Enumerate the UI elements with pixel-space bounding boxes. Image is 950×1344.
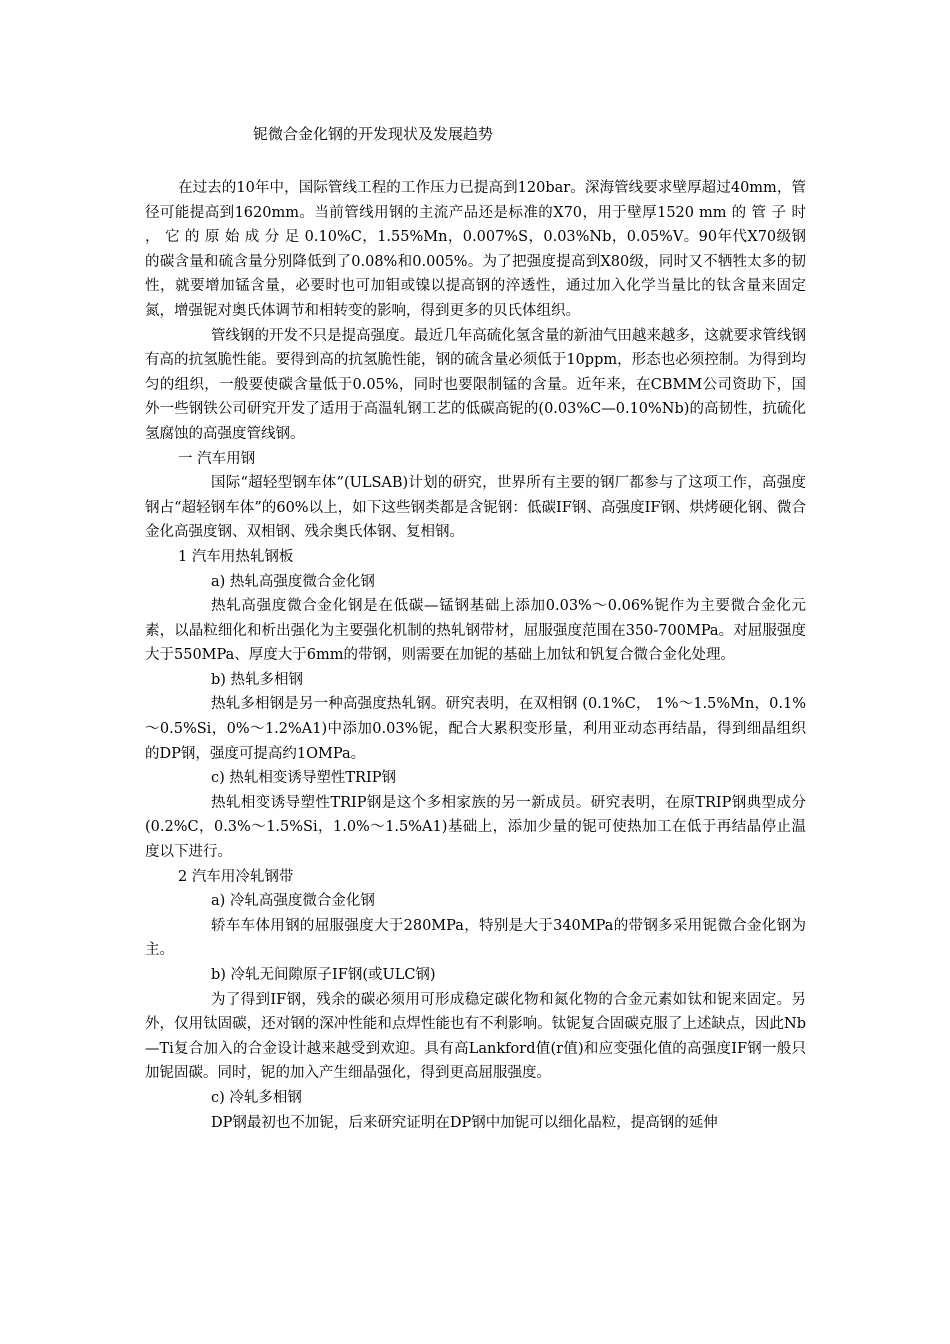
section-heading: b) 冷轧无间隙原子IF钢(或ULC钢) [211,967,436,983]
section-heading: a) 冷轧高强度微合金化钢 [211,893,375,910]
section-heading: b) 热轧多相钢 [211,671,304,688]
paragraph: 热轧相变诱导塑性TRIP钢是这个多相家族的另一新成员。研究表明，在原TRIP钢典型成分 (0.2%C，0.3%～1.5%Si，1.0%～1.5%A1)基础上，添加少量的铌可使热加工在低于再结晶停止温度以下进行。 [145,794,806,861]
paragraph: 管线钢的开发不只是提高强度。最近几年高硫化氢含量的新油气田越来越多，这就要求管线钢有高的抗氢脆性能。要得到高的抗氢脆性能，钢的硫含量必须低于10ppm，形态也必须控制。为得到均匀的组织，一般要使碳含量低于0.05%，同时也要限制锰的含量。近年来，在CBMM公司资助下，国外一些钢铁公司研究开发了适用于高温轧钢工艺的低碳高铌的(0.03%C—0.10%Nb)的高韧性，抗硫化氢腐蚀的高强度管线钢。 [145,327,806,442]
section-heading: c) 热轧相变诱导塑性TRIP钢 [211,770,396,787]
section-heading: 2 汽车用冷轧钢带 [178,868,294,885]
paragraph: 国际“超轻型钢车体”(ULSAB)计划的研究，世界所有主要的钢厂都参与了这项工作，高强度钢占“超轻钢车体”的60%以上，如下这些钢类都是含铌钢：低碳IF钢、高强度IF钢、烘烤硬化钢、微合金化高强度钢、双相钢、残余奥氏体钢、复相钢。 [145,475,806,541]
section-heading: 1 汽车用热轧钢板 [178,548,294,565]
paragraph: 热轧多相钢是另一种高强度热轧钢。研究表明，在双相钢 (0.1%C， 1%～1.5%Mn，0.1%～0.5%Si，0%～1.2%A1)中添加0.03%铌，配合大累积变形量，利用亚动态再结晶，得到细晶组织的DP钢，强度可提高约1OMPa。 [145,696,806,762]
document-body [145,176,806,1135]
paragraph: 热轧高强度微合金化钢是在低碳—锰钢基础上添加0.03%～0.06%铌作为主要微合金化元素，以晶粒细化和析出强化为主要强化机制的热轧钢带材，屈服强度范围在350-700MPa。对屈服强度大于550MPa、厚度大于6mm的带钢，则需要在加铌的基础上加钛和钒复合微合金化处理。 [145,598,806,664]
section-heading: a) 热轧高强度微合金化钢 [211,573,375,590]
paragraph: DP钢最初也不加铌，后来研究证明在DP钢中加铌可以细化晶粒，提高钢的延伸 [211,1114,718,1131]
document-title: 铌微合金化钢的开发现状及发展趋势 [253,125,494,143]
section-heading: 一 汽车用钢 [178,450,256,467]
paragraph: 在过去的10年中，国际管线工程的工作压力已提高到120bar。深海管线要求壁厚超过40mm，管径可能提高到1620mm。当前管线用钢的主流产品还是标准的X70，用于壁厚1520 mm 的 管 子 时 ， 它 的 原 始 成 分 足 0.10%C，1.55%Mn，0.007%S，0.03%Nb，0.05%V。90年代X70级钢的碳含量和硫含量分别降低到了0.08%和0.005%。为了把强度提高到X80级，同时又不牺牲太多的韧性，就要增加锰含量，必要时也可加钼或镍以提高钢的淬透性，通过加入化学当量比的钛含量来固定氮，增强铌对奥氏体调节和相转变的影响，得到更多的贝氏体组织。 [145,180,806,319]
paragraph: 轿车车体用钢的屈服强度大于280MPa，特别是大于340MPa的带钢多采用铌微合金化钢为主。 [145,917,806,959]
paragraph: 为了得到IF钢，残余的碳必须用可形成稳定碳化物和氮化物的合金元素如钛和铌来固定。另外，仅用钛固碳，还对钢的深冲性能和点焊性能也有不利影响。钛铌复合固碳克服了上述缺点，因此Nb—Ti复合加入的合金设计越来越受到欢迎。具有高Lankford值(r值)和应变强化值的高强度IF钢一般只加铌固碳。同时，铌的加入产生细晶强化，得到更高屈服强度。 [145,991,806,1082]
section-heading: c) 冷轧多相钢 [211,1089,302,1106]
